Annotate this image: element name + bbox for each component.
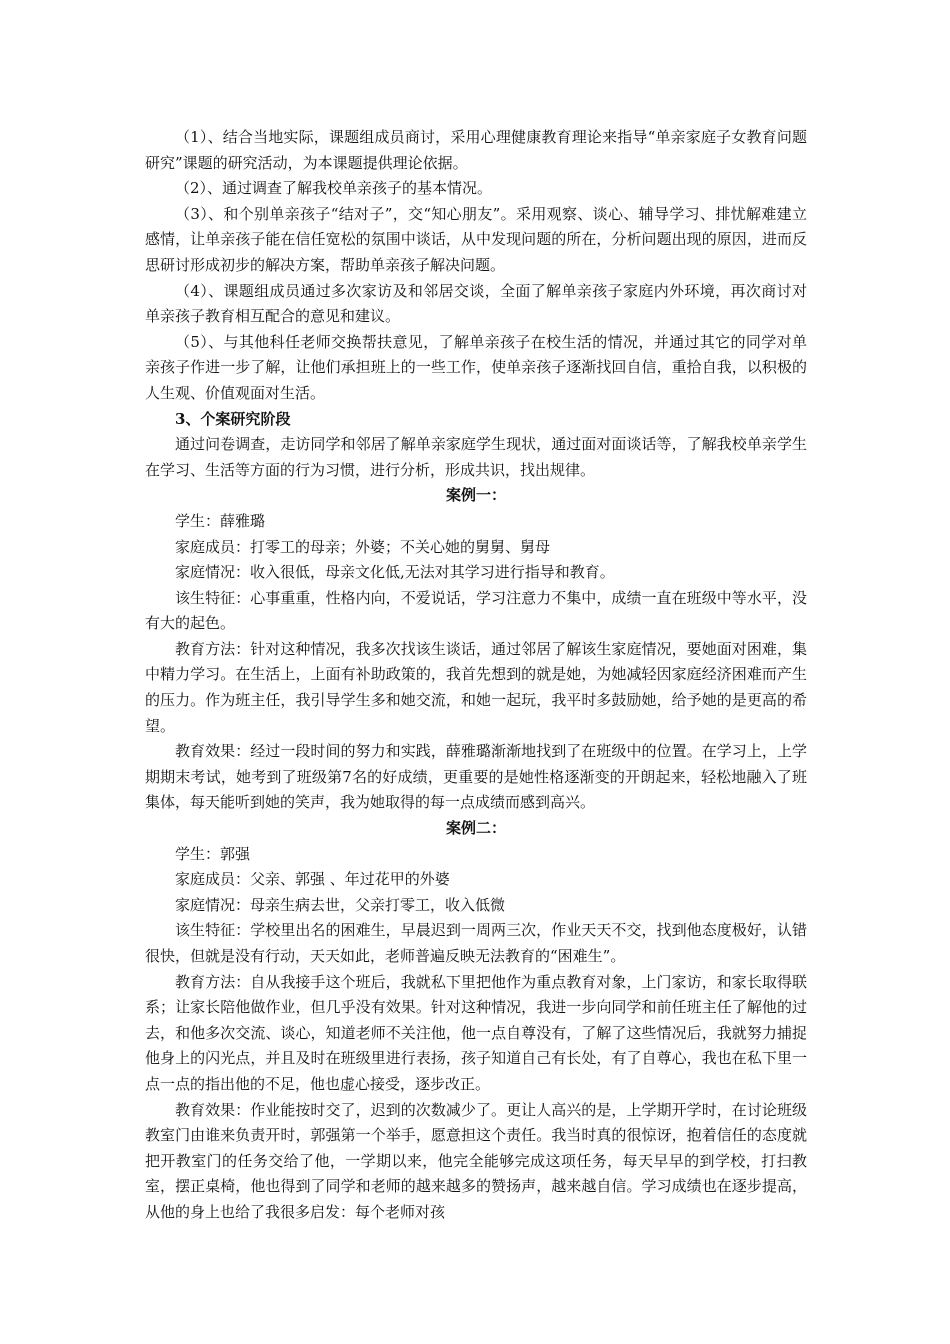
paragraph-item-3: （3）、和个别单亲孩子“结对子”，交“知心朋友”。采用观察、谈心、辅导学习、排忧解难建立感情，让单亲孩子能在信任宽松的氛围中谈话，从中发现问题的所在，分析问题出现的原因，进而反思研讨形成初步的解决方案，帮助单亲孩子解决问题。 xyxy=(145,204,807,274)
case2-student: 学生：郭强 xyxy=(175,844,251,863)
section-heading: 3、个案研究阶段 xyxy=(175,409,291,428)
paragraph-item-5: （5）、与其他科任老师交换帮扶意见，了解单亲孩子在校生活的情况，并通过其它的同学对单亲孩子作进一步了解，让他们承担班上的一些工作，使单亲孩子逐渐找回自信，重拾自我，以积极的人生观、价值观面对生活。 xyxy=(145,332,807,402)
case1-family-situation: 家庭情况：收入很低，母亲文化低,无法对其学习进行指导和教育。 xyxy=(175,563,615,582)
case1-traits: 该生特征：心事重重，性格内向，不爱说话，学习注意力不集中，成绩一直在班级中等水平，没有大的起色。 xyxy=(145,588,807,633)
case2-title: 案例二： xyxy=(445,819,506,838)
case1-method: 教育方法：针对这种情况，我多次找该生谈话，通过邻居了解该生家庭情况，要她面对困难，集中精力学习。在生活上，上面有补助政策的，我首先想到的就是她，为她减轻因家庭经济困难而产生的压力。作为班主任，我引导学生多和她交流，和她一起玩，我平时多鼓励她，给予她的是更高的希望。 xyxy=(145,639,807,735)
case2-effect: 教育效果：作业能按时交了，迟到的次数减少了。更让人高兴的是，上学期开学时，在讨论班级教室门由谁来负责开时，郭强第一个举手，愿意担这个责任。我当时真的很惊讶，抱着信任的态度就把开教室门的任务交给了他，一学期以来，他完全能够完成这项任务，每天早早的到学校，打扫教室，摆正桌椅，他也得到了同学和老师的越来越多的赞扬声，越来越自信。学习成绩也在逐步提高，从他的身上也给了我很多启发：每个老师对孩 xyxy=(145,1100,807,1221)
case1-title: 案例一： xyxy=(445,486,506,505)
section-intro: 通过问卷调查，走访同学和邻居了解单亲家庭学生现状，通过面对面谈话等，了解我校单亲学生在学习、生活等方面的行为习惯，进行分析，形成共识，找出规律。 xyxy=(145,435,807,479)
case2-method: 教育方法：自从我接手这个班后，我就私下里把他作为重点教育对象，上门家访，和家长取得联系；让家长陪他做作业，但几乎没有效果。针对这种情况，我进一步向同学和前任班主任了解他的过去，和他多次交流、谈心，知道老师不关注他，他一点自尊没有，了解了这些情况后，我就努力捕捉他身上的闪光点，并且及时在班级里进行表扬，孩子知道自己有长处，有了自尊心，我也在私下里一点一点的指出他的不足，他也虚心接受，逐步改正。 xyxy=(145,972,807,1093)
document-page xyxy=(145,125,807,1226)
paragraph-item-4: （4）、课题组成员通过多次家访及和邻居交谈，全面了解单亲孩子家庭内外环境，再次商讨对单亲孩子教育相互配合的意见和建议。 xyxy=(145,281,807,326)
case2-family-situation: 家庭情况：母亲生病去世，父亲打零工，收入低微 xyxy=(175,895,506,914)
case2-traits: 该生特征：学校里出名的困难生，早晨迟到一周两三次，作业天天不交，找到他态度极好，认错很快，但就是没有行动，天天如此，老师普遍反映无法教育的“困难生”。 xyxy=(145,921,807,965)
case1-student: 学生：薛雅璐 xyxy=(175,511,266,530)
case1-effect: 教育效果：经过一段时间的努力和实践，薛雅璐渐渐地找到了在班级中的位置。在学习上，上学期期末考试，她考到了班级第7名的好成绩，更重要的是她性格逐渐变的开朗起来，轻松地融入了班集体，每天能听到她的笑声，我为她取得的每一点成绩而感到高兴。 xyxy=(145,742,807,812)
case1-family-members: 家庭成员：打零工的母亲；外婆；不关心她的舅舅、舅母 xyxy=(175,537,551,556)
case2-family-members: 家庭成员：父亲、郭强 、年过花甲的外婆 xyxy=(175,870,450,889)
paragraph-item-1: （1）、结合当地实际，课题组成员商讨，采用心理健康教育理论来指导“单亲家庭子女教育问题研究”课题的研究活动，为本课题提供理论依据。 xyxy=(145,128,807,172)
paragraph-item-2: （2）、通过调查了解我校单亲孩子的基本情况。 xyxy=(175,179,493,198)
